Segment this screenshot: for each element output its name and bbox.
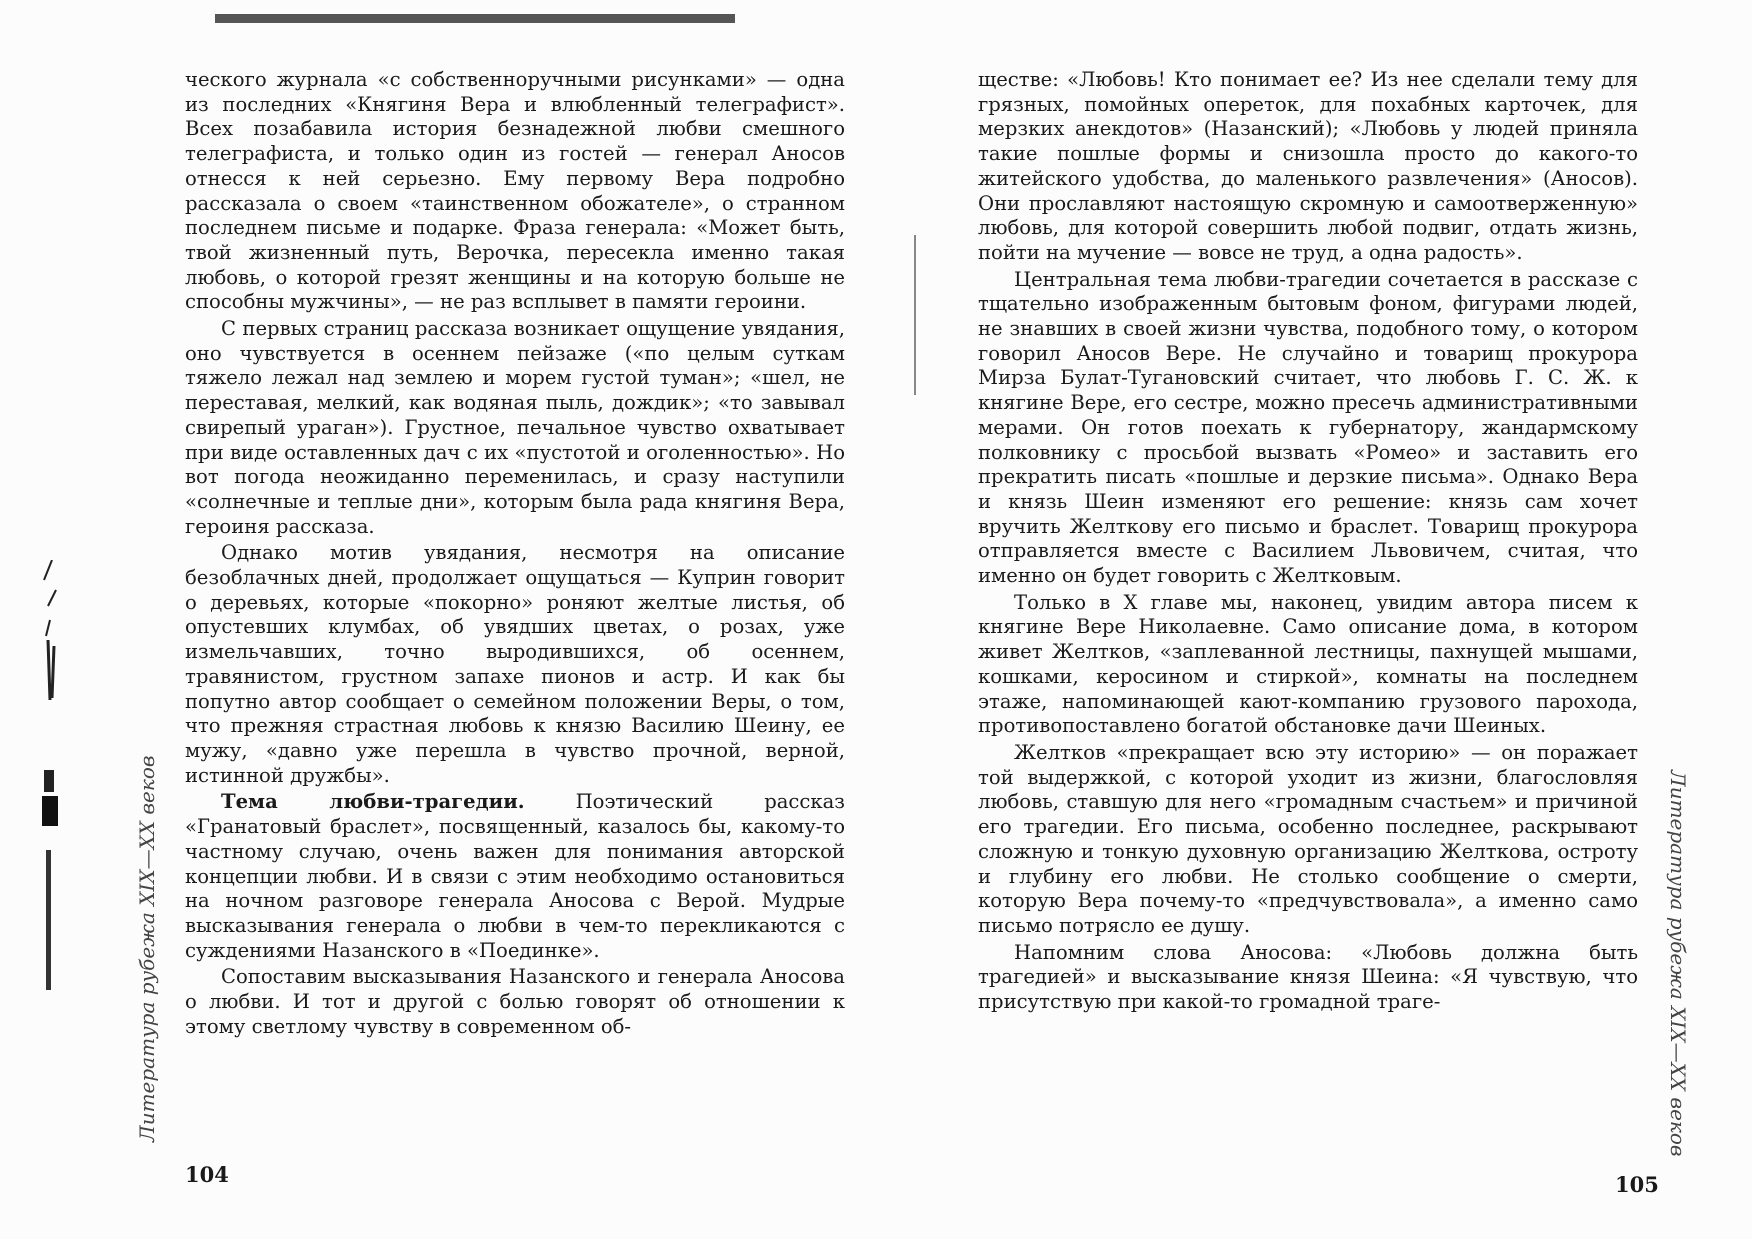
page-number-left: 104 bbox=[185, 1162, 229, 1187]
scan-edge-marks bbox=[30, 560, 72, 990]
running-head-right: Литература рубежа XIX—XX веков bbox=[1666, 770, 1690, 1157]
page-number-right: 105 bbox=[1615, 1172, 1659, 1197]
right-paragraph-2: Центральная тема любви-трагедии сочетается в рассказе с тщательно изображенным бытовым фоном, фигурами людей, не знавших в своей жизни чувства, подобного тому, о котором говорил Аносов Вере. Не случайно и товарищ прокурора Мирза Булат-Тугановский считает, что любовь Г. С. Ж. к княгине Вере, его сестре, можно пресечь административными мерами. Он готов поехать к губернатору, жандармскому полковнику с просьбой вызвать «Ромео» и заставить его прекратить писать «пошлые и дерзкие письма». Однако Вера и князь Шеин изменяют его решение: князь сам хочет вручить Желткову его письмо и браслет. Товарищ прокурора отправляется вместе с Василием Львовичем, считая, что именно он будет говорить с Желтковым. bbox=[978, 267, 1638, 588]
left-paragraph-2: С первых страниц рассказа возникает ощущение увядания, оно чувствуется в осеннем пейзаже («по целым суткам тяжело лежал над землею и морем густой туман»; «шел, не переставая, мелкий, как водяная пыль, дождик»; «то завывал свирепый ураган»). Грустное, печальное чувство охватывает при виде оставленных дач с их «пустотой и оголенностью». Но вот погода неожиданно переменилась, и сразу наступили «солнечные и теплые дни», которым была рада княгиня Вера, героиня рассказа. bbox=[185, 317, 845, 538]
running-head-left: Литература рубежа XIX—XX веков bbox=[135, 755, 159, 1142]
right-paragraph-1: ществе: «Любовь! Кто понимает ее? Из нее сделали тему для грязных, помойных оперeток, для похабных карточек, для мерзких анекдотов» (Назанский); «Любовь у людей приняла такие пошлые формы и снизошла просто до какого-то житейского удобства, до маленького развлечения» (Аносов). Они прославляют настоящую скромную и самоотверженную» любовь, для которой совершить любой подвиг, отдать жизнь, пойти на мучение — вовсе не труд, а одна радость». bbox=[978, 68, 1638, 264]
left-page bbox=[185, 68, 845, 1039]
scan-top-bar bbox=[215, 14, 735, 23]
right-paragraph-5: Напомним слова Аносова: «Любовь должна быть трагедией» и высказывание князя Шеина: «Я чувствую, что присутствую при какой-то громадной траге- bbox=[978, 940, 1638, 1014]
left-paragraph-1: ческого журнала «с собственноручными рисунками» — одна из последних «Княгиня Вера и влюбленный телеграфист». Всех позабавила история безнадежной любви смешного телеграфиста, и только один из гостей — генерал Аносов отнесся к ней серьезно. Ему первому Вера подробно рассказала о своем «таинственном обожателе», о странном последнем письме и подарке. Фраза генерала: «Может быть, твой жизненный путь, Верочка, пересекла именно такая любовь, о которой грезят женщины и на которую больше не способны мужчины», — не раз всплывет в памяти героини. bbox=[185, 68, 845, 314]
left-paragraph-4 bbox=[185, 790, 845, 963]
right-paragraph-3: Только в X главе мы, наконец, увидим автора писем к княгине Вере Николаевне. Само описание дома, в котором живет Желтков, «заплеванной лестницы, пахнущей мышами, кошками, керосином и стиркой», комнаты на последнем этаже, напоминающей кают-компанию грузового парохода, противопоставлено богатой обстановке дачи Шеиных. bbox=[978, 590, 1638, 738]
right-page bbox=[978, 68, 1638, 1015]
left-paragraph-5: Сопоставим высказывания Назанского и генерала Аносова о любви. И тот и другой с болью говорят об отношении к этому светлому чувству в современном об- bbox=[185, 965, 845, 1038]
left-paragraph-4-text: Поэтический рассказ «Гранатовый браслет», посвященный, казалось бы, какому-то частному случаю, очень важен для понимания авторской концепции любви. И в связи с этим необходимо остановиться на ночном разговоре генерала Аносова с Верой. Мудрые высказывания генерала о любви в чем-то перекликаются с суждениями Назанского в «Поединке». bbox=[185, 790, 845, 962]
section-heading: Тема любви-трагедии. bbox=[221, 790, 525, 814]
right-paragraph-4: Желтков «прекращает всю эту историю» — он поражает той выдержкой, с которой уходит из жизни, благословляя любовь, ставшую для него «громадным счастьем» и причиной его трагедии. Его письма, особенно последнее, раскрывают сложную и тонкую духовную организацию Желткова, остроту и глубину его любви. Не столько сообщение о смерти, которую Вера почему-то «предчувствовала», а именно само письмо потрясло ее душу. bbox=[978, 740, 1638, 937]
left-paragraph-3: Однако мотив увядания, несмотря на описание безоблачных дней, продолжает ощущаться — Куприн говорит о деревьях, которые «покорно» роняют желтые листья, об опустевших клумбах, об увядших цветах, о розах, уже измельчавших, точно выродившихся, об осеннем, травянистом, грустном запахе пионов и астр. И как бы попутно автор сообщает о семейном положении Веры, о том, что прежняя страстная любовь к князю Василию Шеину, ее мужу, «давно уже перешла в чувство прочной, верной, истинной дружбы». bbox=[185, 541, 845, 787]
page-gutter bbox=[914, 235, 916, 395]
